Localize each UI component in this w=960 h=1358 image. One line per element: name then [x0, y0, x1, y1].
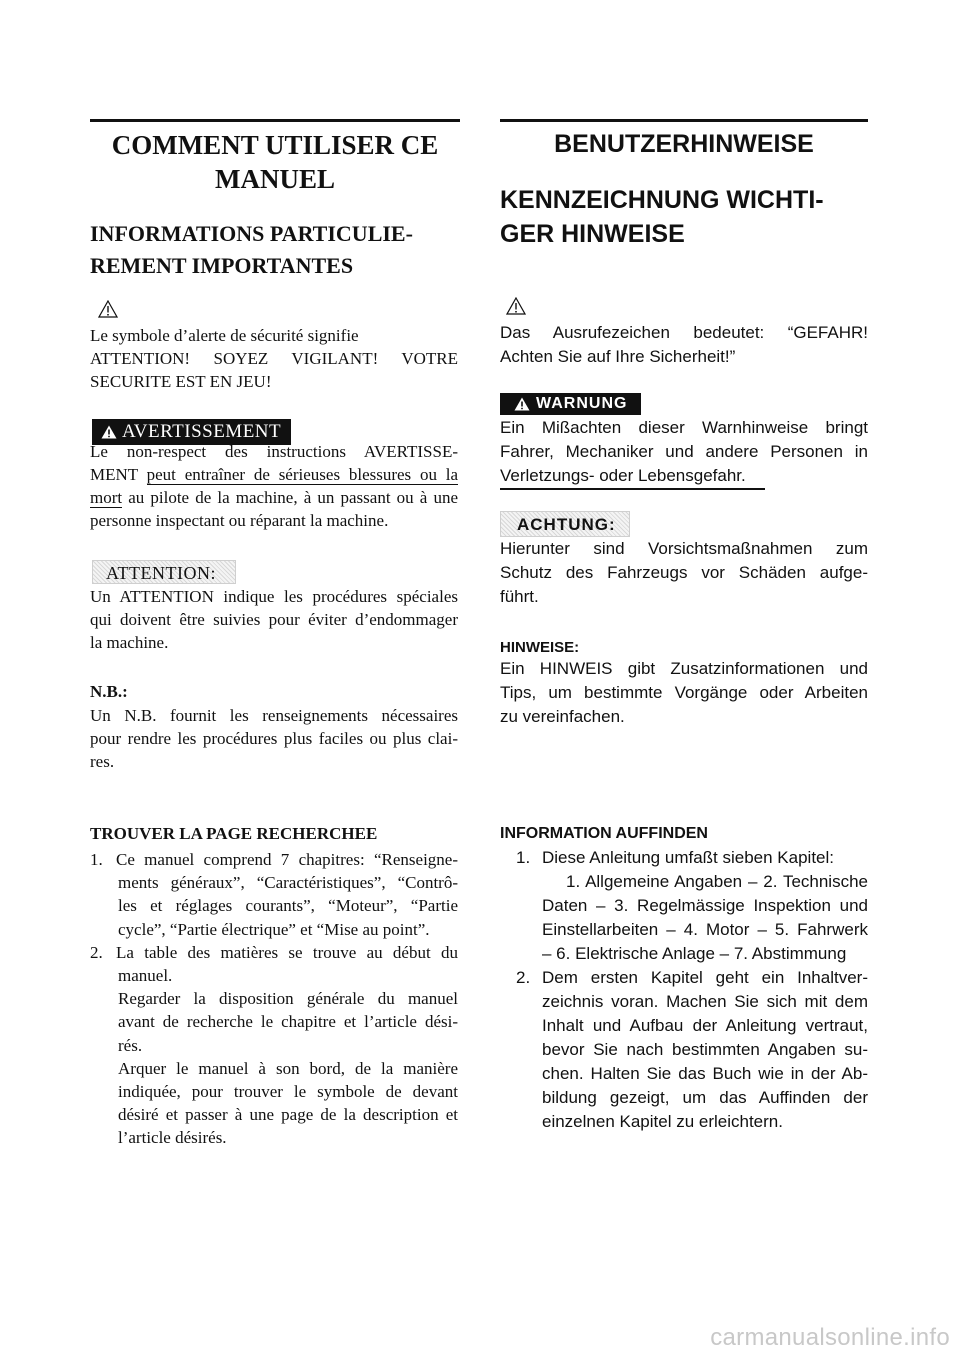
fr-avert-text: [90, 440, 458, 532]
de-achtung-text: [500, 537, 868, 609]
de-item-1-line-1: Diese Anleitung umfaßt sieben Kapitel:: [542, 848, 835, 867]
fr-item-2-num: 2.: [90, 942, 103, 962]
de-achtung-banner: [500, 511, 630, 537]
fr-attention-label: ATTENTION:: [106, 563, 216, 583]
fr-attention-banner: [92, 560, 236, 584]
fr-alert-line-2: ATTENTION! SOYEZ VIGILANT! VOTRE: [90, 349, 458, 368]
de-item-2: [516, 966, 868, 1134]
de-hinweise-text: [500, 657, 868, 729]
de-item-1-line-5: – 6. Elektrische Anlage – 7. Abstimmung: [542, 944, 847, 963]
de-item-2-line-1: Dem ersten Kapitel geht ein Inhaltver-: [542, 968, 868, 987]
fr-att-line-3: la machine.: [90, 633, 169, 652]
fr-avert-underlined-2: peut entraîner de sérieuses blessures ou la: [146, 465, 458, 484]
fr-avert-underlined-3: mort: [90, 488, 123, 507]
fr-att-line-2: qui doivent être suivies pour éviter d’endommager: [90, 610, 458, 629]
fr-title: [90, 128, 460, 196]
fr-avert-line-4: personne inspectant ou réparant la machine.: [90, 511, 389, 530]
de-title: BENUTZERHINWEISE: [554, 130, 814, 158]
de-subtitle: [500, 183, 824, 251]
de-item-1-line-4: Einstellarbeiten – 4. Motor – 5. Fahrwerk: [542, 920, 868, 939]
fr-item-2-line-7: indiquée, pour trouver le symbole de devant: [118, 1082, 458, 1102]
de-h-line-3: zu vereinfachen.: [500, 707, 625, 726]
fr-item-2-line-9: l’article désirés.: [118, 1128, 227, 1148]
de-subtitle-line-1: KENNZEICHNUNG WICHTI-: [500, 186, 824, 214]
warning-triangle-icon: [506, 297, 526, 315]
de-info-list: [516, 846, 868, 1134]
fr-subtitle-line-1: INFORMATIONS PARTICULIE-: [90, 221, 413, 246]
top-rule-left: [90, 119, 460, 122]
exclamation-triangle-icon: [514, 397, 530, 411]
top-rule-right: [500, 119, 868, 122]
fr-item-2-line-6: Arquer le manuel à son bord, de la manière: [118, 1058, 458, 1078]
watermark: carmanualsonline.info: [710, 1324, 950, 1351]
de-item-2-line-2: zeichnis voran. Machen Sie sich mit dem: [542, 992, 868, 1011]
fr-subtitle: [90, 218, 413, 282]
fr-nb-line-3: res.: [90, 752, 115, 771]
de-item-2-line-4: bevor Sie nach bestimmten Angaben su-: [542, 1040, 868, 1059]
de-alert-text: [500, 321, 868, 369]
fr-item-2-line-4: avant de recherche le chapitre et l’article dési-: [118, 1012, 458, 1032]
fr-attention-text: [90, 585, 458, 654]
fr-item-2-line-8: désiré et passer à une page de la description et: [118, 1105, 458, 1125]
de-alert-line-1: Das Ausrufezeichen bedeutet: “GEFAHR!: [500, 323, 868, 342]
de-a-line-1: Hierunter sind Vorsichtsmaßnahmen zum: [500, 539, 868, 558]
fr-nb-label: N.B.:: [90, 682, 128, 701]
fr-title-line-1: COMMENT UTILISER CE: [111, 130, 439, 160]
exclamation-triangle-icon: [101, 425, 117, 439]
fr-avert-line-1: Le non-respect des instructions AVERTISSE-: [90, 442, 458, 461]
de-item-1-line-2: 1. Allgemeine Angaben – 2. Technische: [566, 872, 868, 891]
fr-subtitle-line-2: REMENT IMPORTANTES: [90, 253, 354, 278]
de-w-line-1: Ein Mißachten dieser Warnhinweise bringt: [500, 418, 868, 437]
de-item-1: [516, 846, 868, 966]
fr-item-1-line-1: Ce manuel comprend 7 chapitres: “Renseigne-: [116, 850, 458, 869]
fr-alert-text: [90, 324, 458, 393]
fr-find-list: [90, 848, 458, 1150]
de-warnung-label: WARNUNG: [536, 395, 628, 412]
de-warnung-text: [500, 416, 868, 488]
de-item-2-line-3: Inhalt und Aufbau der Anleitung vertraut,: [542, 1016, 868, 1035]
fr-nb-text: [90, 704, 458, 773]
warning-triangle-icon: [98, 300, 118, 318]
de-a-line-3: führt.: [500, 587, 539, 606]
de-w-line-2: Fahrer, Mechaniker und andere Personen in: [500, 442, 868, 461]
de-w-line-3: Verletzungs- oder Lebensgefahr.: [500, 466, 746, 485]
fr-avert-line-3b: au pilote de la machine, à un passant ou à une: [122, 488, 458, 507]
fr-item-1-line-4: cycle”, “Partie électrique” et “Mise au point”.: [118, 919, 430, 939]
de-info-title: INFORMATION AUFFINDEN: [500, 825, 708, 842]
fr-item-2-line-1: La table des matières se trouve au début du: [116, 942, 458, 962]
de-warnung-underline: [500, 488, 765, 490]
de-achtung-label: ACHTUNG:: [517, 515, 616, 534]
fr-avertissement-label: AVERTISSEMENT: [122, 421, 282, 442]
de-item-2-line-5: chen. Halten Sie das Buch wie in der Ab-: [542, 1064, 868, 1083]
fr-item-1-num: 1.: [90, 850, 103, 869]
fr-item-1-line-3: les et réglages courants”, “Moteur”, “Partie: [118, 896, 458, 916]
de-warnung-banner: [500, 393, 641, 415]
fr-att-line-1: Un ATTENTION indique les procédures spéciales: [90, 587, 458, 606]
fr-nb-line-1: Un N.B. fournit les renseignements nécessaires: [90, 706, 458, 725]
de-subtitle-line-2: GER HINWEISE: [500, 220, 685, 248]
de-alert-line-2: Achten Sie auf Ihre Sicherheit!”: [500, 347, 736, 366]
de-a-line-2: Schutz des Fahrzeugs vor Schäden aufge-: [500, 563, 868, 582]
fr-item-2: [90, 941, 458, 1150]
de-item-2-line-6: bildung gezeigt, um das Auffinden der: [542, 1088, 868, 1107]
fr-title-line-2: MANUEL: [215, 164, 335, 194]
fr-item-2-line-5: rés.: [118, 1035, 143, 1055]
fr-avert-line-2a: MENT: [90, 465, 147, 484]
de-item-2-line-7: einzelnen Kapitel zu erleichtern.: [542, 1112, 783, 1131]
fr-item-2-line-3: Regarder la disposition générale du manuel: [118, 989, 458, 1009]
fr-item-2-line-2: manuel.: [118, 966, 173, 986]
de-item-2-num: 2.: [516, 968, 531, 987]
fr-avert-line-2: [90, 463, 458, 486]
fr-item-1-line-2: ments généraux”, “Caractéristiques”, “Contrô-: [118, 873, 458, 893]
de-h-line-1: Ein HINWEIS gibt Zusatzinformationen und: [500, 659, 868, 678]
fr-item-1: [90, 848, 458, 941]
fr-avert-line-3: [90, 486, 458, 509]
fr-alert-line-3: SECURITE EST EN JEU!: [90, 372, 272, 391]
de-h-line-2: Tips, um bestimmte Vorgänge oder Arbeiten: [500, 683, 868, 702]
fr-find-title: TROUVER LA PAGE RECHERCHEE: [90, 824, 378, 843]
de-hinweise-label: HINWEISE:: [500, 639, 580, 656]
de-item-1-num: 1.: [516, 848, 531, 867]
fr-alert-line-1: Le symbole d’alerte de sécurité signifie: [90, 326, 359, 345]
de-item-1-line-3: Daten – 3. Regelmässige Inspektion und: [542, 896, 868, 915]
fr-nb-line-2: pour rendre les procédures plus faciles ou plus clai-: [90, 729, 458, 748]
